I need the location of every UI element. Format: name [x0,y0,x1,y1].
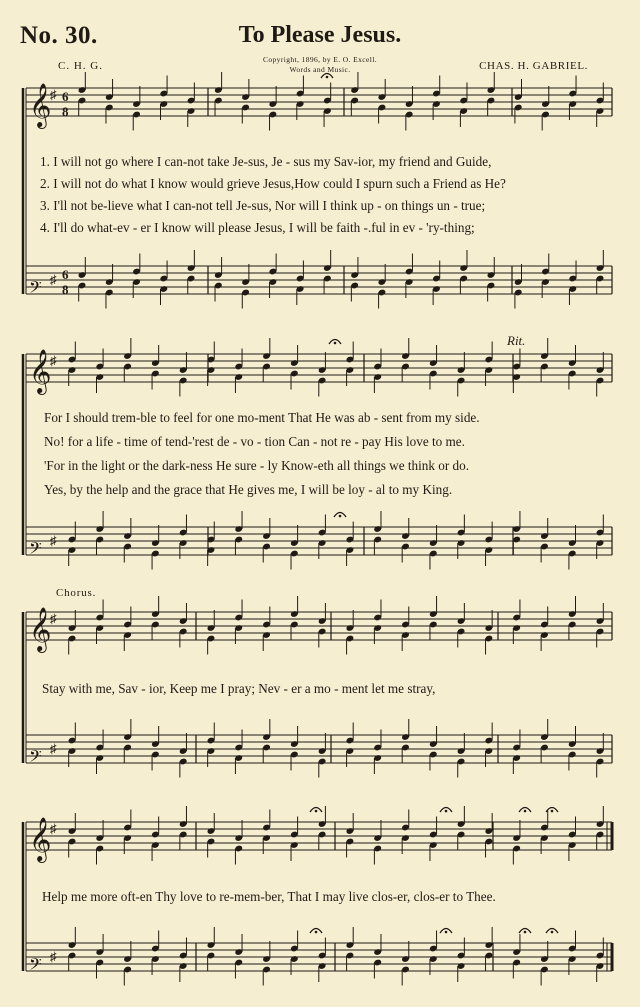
fermata-dot [326,76,329,79]
sharp-icon: ♯ [50,741,57,756]
fermata-dot [445,810,448,813]
time-signature-numerator: 6 [62,89,69,104]
chorus-label: Chorus. [56,587,97,599]
fermata-dot [339,515,342,518]
sharp-icon: ♯ [50,533,57,548]
fermata-dot [551,810,554,813]
fermata-dot [334,342,337,345]
verse-lyric-line: 'For in the light or the dark-ness He sure - ly Know-eth all things we think or do. [44,458,470,473]
copyright-line: Copyright, 1896, by E. O. Excell. [262,55,378,64]
time-signature-numerator: 6 [62,267,69,282]
verse-lyric-line: 1. I will not go where I can-not take Je-sus, Je - sus my Sav-ior, my friend and Guide, [40,154,492,169]
verse-lyric-line: 3. I'll not be-lieve what I can-not tell Je-sus, Nor will I think up - on things un - true; [40,198,486,213]
clef-icon: 𝄞 [29,607,52,651]
verse-lyric-line: Yes, by the help and the grace that He gives me, I will be loy - al to my King. [44,482,453,497]
sharp-icon: ♯ [50,353,57,368]
sharp-icon: ♯ [50,821,57,836]
clef-icon: 𝄢 [29,538,42,562]
sharp-icon: ♯ [50,611,57,626]
music-credit: CHAS. H. GABRIEL. [479,60,588,72]
hymn-number: No. 30. [20,22,98,49]
clef-icon: 𝄞 [29,817,52,861]
fermata-dot [315,810,318,813]
clef-icon: 𝄞 [29,83,52,127]
fermata-dot [524,931,527,934]
clef-icon: 𝄢 [29,746,42,770]
verse-lyric-line: No! for a life - time of tend-'rest de - vo - tion Can - not re - pay His love to me. [44,434,465,449]
verse-lyric-line: For I should trem-ble to feel for one mo-ment That He was ab - sent from my side. [44,410,480,425]
fermata-dot [445,931,448,934]
verse-lyric-line: 4. I'll do what-ev - er I know will please Jesus, I will be faith -.ful in ev - 'ry-thing; [40,220,475,235]
sharp-icon: ♯ [50,87,57,102]
ritardando-mark: Rit. [507,333,526,348]
time-signature-denominator: 8 [62,282,69,297]
words-credit: C. H. G. [58,60,103,72]
time-signature-denominator: 8 [62,104,69,119]
clef-icon: 𝄢 [29,954,42,978]
hymn-title: To Please Jesus. [238,22,402,48]
chorus-lyric-line: Help me more oft-en Thy love to re-mem-ber, That I may live clos-er, clos-er to Thee. [42,889,496,904]
fermata-dot [551,931,554,934]
verse-lyric-line: 2. I will not do what I know would grieve Jesus,How could I spurn such a Friend as He? [40,176,506,191]
fermata-dot [524,810,527,813]
copyright-line: Words and Music. [289,65,351,74]
clef-icon: 𝄞 [29,349,52,393]
sharp-icon: ♯ [50,272,57,287]
chorus-lyric-line: Stay with me, Sav - ior, Keep me I pray; Nev - er a mo - ment let me stray, [42,681,436,696]
sharp-icon: ♯ [50,949,57,964]
clef-icon: 𝄢 [29,277,42,301]
fermata-dot [315,931,318,934]
